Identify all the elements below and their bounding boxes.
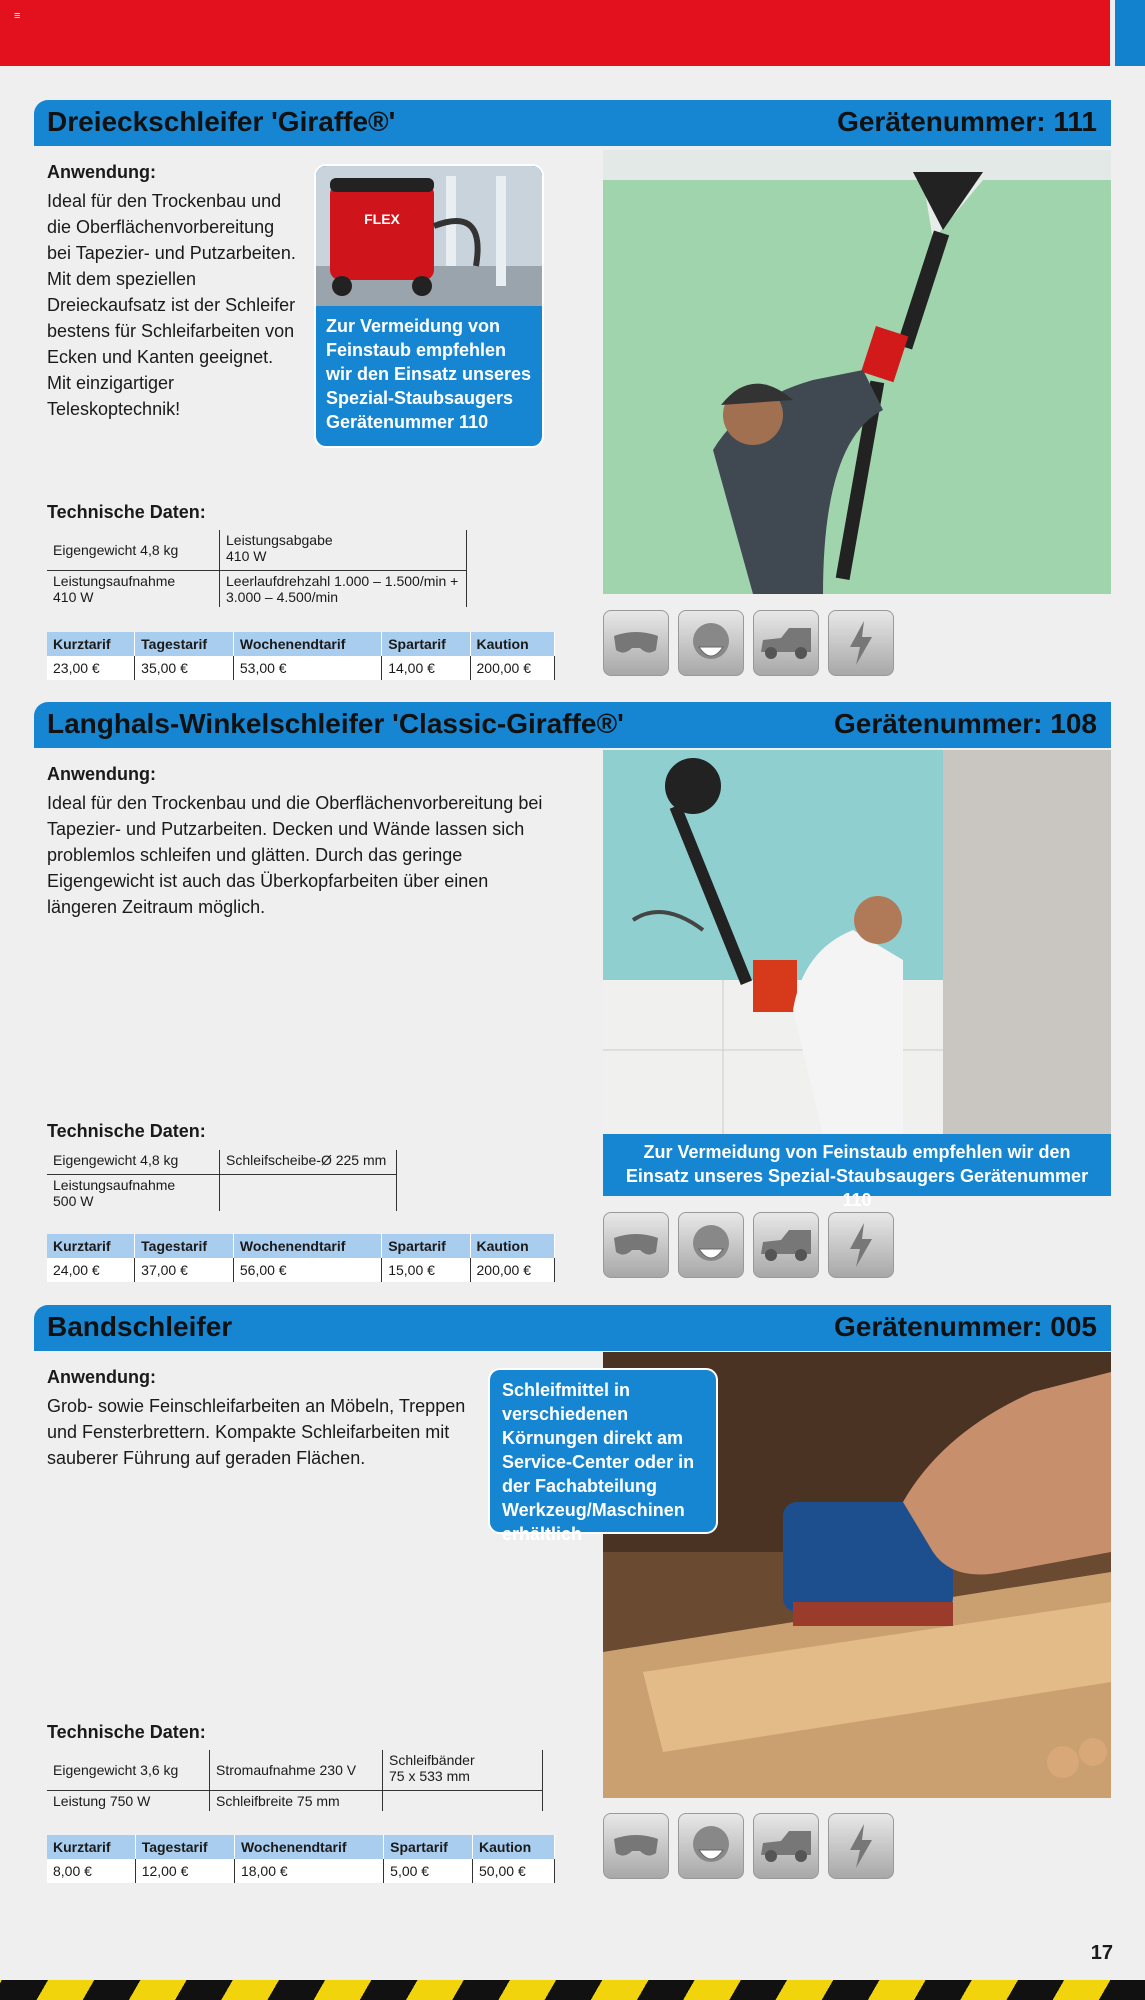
price-row [47,1258,555,1282]
price-value: 14,00 € [382,656,470,680]
price-header: Kaution [473,1835,555,1859]
spec-cell [383,1791,543,1812]
price-header: Wochenendtarif [233,1234,381,1258]
price-value: 200,00 € [470,1258,554,1282]
vacuum-brand-label: FLEX [364,211,400,227]
spec-row [47,1150,397,1175]
spec-cell: Eigengewicht 3,6 kg [47,1750,210,1791]
price-value: 23,00 € [47,656,135,680]
price-value: 18,00 € [234,1859,383,1883]
dust-vacuum-note-text: Zur Vermeidung von Feinstaub empfehlen wir den Einsatz unseres Spezial-Staubsaugers Gerätenummer 110 [625,1142,1089,1210]
price-header: Wochenendtarif [234,1835,383,1859]
spec-cell: Schleifbreite 75 mm [210,1791,383,1812]
product-header [34,702,1111,748]
application-text: Ideal für den Trockenbau und die Oberflächenvorbereitung bei Tapezier- und Putzarbeiten. Mit dem speziellen Dreieckaufsatz ist der Schleifer bestens für Schleifarbeiten von Ecken und Kanten geeignet. Mit einzigartiger Teleskoptechnik! [47,191,296,419]
electric-power-icon [828,610,894,676]
price-header: Tagestarif [135,1234,234,1258]
product-number: Gerätenummer: 005 [833,1311,1097,1342]
car-transport-icon [753,1813,819,1879]
product-header [34,1305,1111,1351]
price-value: 5,00 € [384,1859,473,1883]
dust-mask-icon [678,610,744,676]
price-row [47,656,555,680]
application-label: Anwendung: [47,1367,156,1387]
price-value: 15,00 € [382,1258,470,1282]
price-value: 50,00 € [473,1859,555,1883]
application-label: Anwendung: [47,764,156,784]
price-header-row [47,632,555,656]
spec-cell: Stromaufnahme 230 V [210,1750,383,1791]
spec-row [47,1791,543,1812]
price-header-row [47,1835,555,1859]
price-row [47,1859,555,1883]
tech-data-label: Technische Daten: [47,1722,206,1742]
safety-icon-row [603,1813,894,1879]
safety-goggles-icon [603,610,669,676]
dust-mask-icon [678,1212,744,1278]
price-table [47,1835,555,1883]
application-label: Anwendung: [47,162,156,182]
price-value: 37,00 € [135,1258,234,1282]
application-text: Ideal für den Trockenbau und die Oberflächenvorbereitung bei Tapezier- und Putzarbeiten. Decken und Wände lassen sich problemlos schleifen und glätten. Durch das geringe Eigengewicht ist auch das Überkopfarbeiten über einen längeren Zeitraum möglich. [47,793,543,917]
price-header-row [47,1234,555,1258]
product-number: Gerätenummer: 108 [833,708,1097,739]
product-photo-wall-sanding [603,750,1111,1134]
spec-cell: Leistungsaufnahme 410 W [47,571,220,608]
dust-mask-icon [678,1813,744,1879]
menu-icon: ≡ [14,10,21,22]
spec-cell: Leerlaufdrehzahl 1.000 – 1.500/min + 3.000 – 4.500/min [220,571,467,608]
price-value: 56,00 € [233,1258,381,1282]
price-header: Kurztarif [47,632,135,656]
price-header: Tagestarif [135,1835,234,1859]
product-title: Dreieckschleifer 'Giraffe®' [47,106,396,137]
price-header: Spartarif [384,1835,473,1859]
price-header: Kurztarif [47,1835,135,1859]
price-value: 53,00 € [233,656,381,680]
spec-cell [220,1175,397,1212]
dust-vacuum-note [314,164,544,448]
car-transport-icon [753,610,819,676]
vacuum-cleaner-photo [316,166,542,306]
spec-table [47,1750,543,1811]
price-header: Spartarif [382,632,470,656]
dust-vacuum-note [603,1134,1111,1210]
abrasives-note [488,1368,718,1544]
price-value: 24,00 € [47,1258,135,1282]
price-header: Spartarif [382,1234,470,1258]
product-header [34,100,1111,146]
spec-table [47,530,467,607]
product-number: Gerätenummer: 111 [837,106,1097,137]
price-header: Kurztarif [47,1234,135,1258]
price-table [47,1234,555,1282]
car-transport-icon [753,1212,819,1278]
price-header: Wochenendtarif [233,632,381,656]
spec-cell: Leistungsaufnahme 500 W [47,1175,220,1212]
spec-cell: Leistung 750 W [47,1791,210,1812]
safety-icon-row [603,610,894,676]
spec-cell: Eigengewicht 4,8 kg [47,1150,220,1175]
top-red-bar [0,0,1110,66]
spec-row [47,1750,543,1791]
tech-data-label: Technische Daten: [47,502,206,522]
price-value: 35,00 € [135,656,234,680]
spec-row [47,571,467,608]
electric-power-icon [828,1212,894,1278]
price-header: Kaution [470,1234,554,1258]
tech-data-label: Technische Daten: [47,1121,206,1141]
safety-goggles-icon [603,1212,669,1278]
application-text: Grob- sowie Feinschleifarbeiten an Möbeln, Treppen und Fensterbrettern. Kompakte Schleifarbeiten mit sauberer Führung auf geraden Flächen. [47,1396,466,1468]
spec-table [47,1150,397,1211]
page-number: 17 [1090,1942,1113,1964]
product-photo-ceiling-sanding [603,150,1111,594]
spec-row [47,530,467,571]
price-table [47,632,555,680]
dust-vacuum-note-text: Zur Vermeidung von Feinstaub empfehlen wir den Einsatz unseres Spezial-Staubsaugers Gerätenummer 110 [326,316,532,432]
price-header: Kaution [470,632,554,656]
spec-cell: Leistungsabgabe 410 W [220,530,467,571]
price-value: 12,00 € [135,1859,234,1883]
price-value: 200,00 € [470,656,554,680]
spec-cell: Schleifscheibe-Ø 225 mm [220,1150,397,1175]
spec-cell: Eigengewicht 4,8 kg [47,530,220,571]
safety-goggles-icon [603,1813,669,1879]
safety-icon-row [603,1212,894,1278]
electric-power-icon [828,1813,894,1879]
product-title: Bandschleifer [47,1311,233,1342]
spec-row [47,1175,397,1212]
price-header: Tagestarif [135,632,234,656]
product-title: Langhals-Winkelschleifer 'Classic-Giraffe®' [47,708,624,739]
price-value: 8,00 € [47,1859,135,1883]
spec-cell: Schleifbänder 75 x 533 mm [383,1750,543,1791]
abrasives-note-text: Schleifmittel in verschiedenen Körnungen direkt am Service-Center oder in der Fachabteilung Werkzeug/Maschinen erhältlich [502,1380,695,1544]
top-blue-tab [1115,0,1145,66]
hazard-stripe [0,1980,1145,2000]
